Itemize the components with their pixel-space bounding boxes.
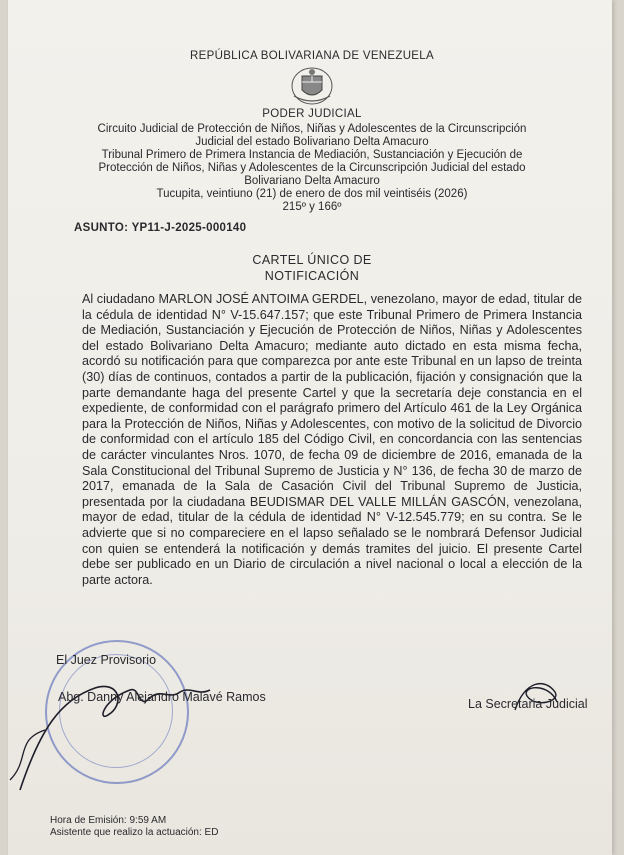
circuit-line-2: Judicial del estado Bolivariano Delta Amacuro: [195, 136, 429, 148]
tribunal-line-3: Bolivariano Delta Amacuro: [244, 175, 380, 187]
body-paragraph: Al ciudadano MARLON JOSÉ ANTOIMA GERDEL, venezolano, mayor de edad, titular de la cédula de identidad N° V-15.647.157; que este Tribunal Primero de Primera Instancia de Mediación, Sustanciación y Ejecución de Protección de Niños, Niñas y Adolescentes del estado Bolivariano Delta Amacuro; mediante auto dictado en esta misma fecha, acordó su notificación para que comparezca por ante este Tribunal en un lapso de treinta (30) días de continuos, contados a partir de la publicación, fijación y consignación que la parte demandante haga del presente Cartel y que la secretaría deje constancia en el expediente, de conformidad con el parágrafo primero del Artículo 461 de la Ley Orgánica para la Protección de Niños, Niñas y Adolescentes, con motivo de la solicitud de Divorcio de conformidad con el artículo 185 del Código Civil, en concordancia con las sentencias de carácter vinculantes Nros. 1070, de fecha 09 de diciembre de 2016, emanada de la Sala Constitucional del Tribunal Supremo de Justicia y N° 136, de fecha 30 de marzo de 2017, emanada de la Sala de Casación Civil del Tribunal Supremo de Justicia, presentada por la ciudadana BEUDISMAR DEL VALLE MILLÁN GASCÓN, venezolana, mayor de edad, titular de la cédula de identidad N° V-12.545.779; en su contra. Se le advierte que si no compareciere en el lapso señalado se le nombrará Defensor Judicial con quien se entenderá la notificación y demás tramites del juicio. El presente Cartel debe ser publicado en un Diario de circulación a nivel nacional o local a elección de la parte actora.: [82, 292, 582, 587]
judge-signature: [0, 660, 260, 800]
asunto-label: ASUNTO: YP11-J-2025-000140: [74, 222, 247, 234]
judge-role: El Juez Provisorio: [56, 653, 157, 667]
secretary-signature: [505, 672, 565, 720]
coat-of-arms-icon: [290, 66, 334, 106]
title-line-1: CARTEL ÚNICO DE: [252, 253, 372, 267]
years-line: 215º y 166º: [282, 201, 342, 213]
poder-judicial-heading: PODER JUDICIAL: [262, 108, 362, 120]
title-line-2: NOTIFICACIÓN: [264, 269, 360, 283]
emission-time: Hora de Emisión: 9:59 AM: [50, 815, 167, 826]
tribunal-line-2: Protección de Niños, Niñas y Adolescentes de la Circunscripción Judicial del estado: [98, 162, 526, 174]
secretary-role: La Secretaria Judicial: [468, 697, 588, 711]
judge-name: Abg. Danny Alejandro Malavé Ramos: [58, 690, 266, 704]
tribunal-line-1: Tribunal Primero de Primera Instancia de Mediación, Sustanciación y Ejecución de: [101, 149, 523, 161]
notification-body: [82, 292, 582, 588]
circuit-line-1: Circuito Judicial de Protección de Niños, Niñas y Adolescentes de la Circunscripción: [97, 123, 527, 135]
date-line: Tucupita, veintiuno (21) de enero de dos mil veintiséis (2026): [156, 188, 468, 200]
republic-heading: REPÚBLICA BOLIVARIANA DE VENEZUELA: [190, 50, 434, 62]
assistant-line: Asistente que realizo la actuación: ED: [50, 827, 219, 838]
